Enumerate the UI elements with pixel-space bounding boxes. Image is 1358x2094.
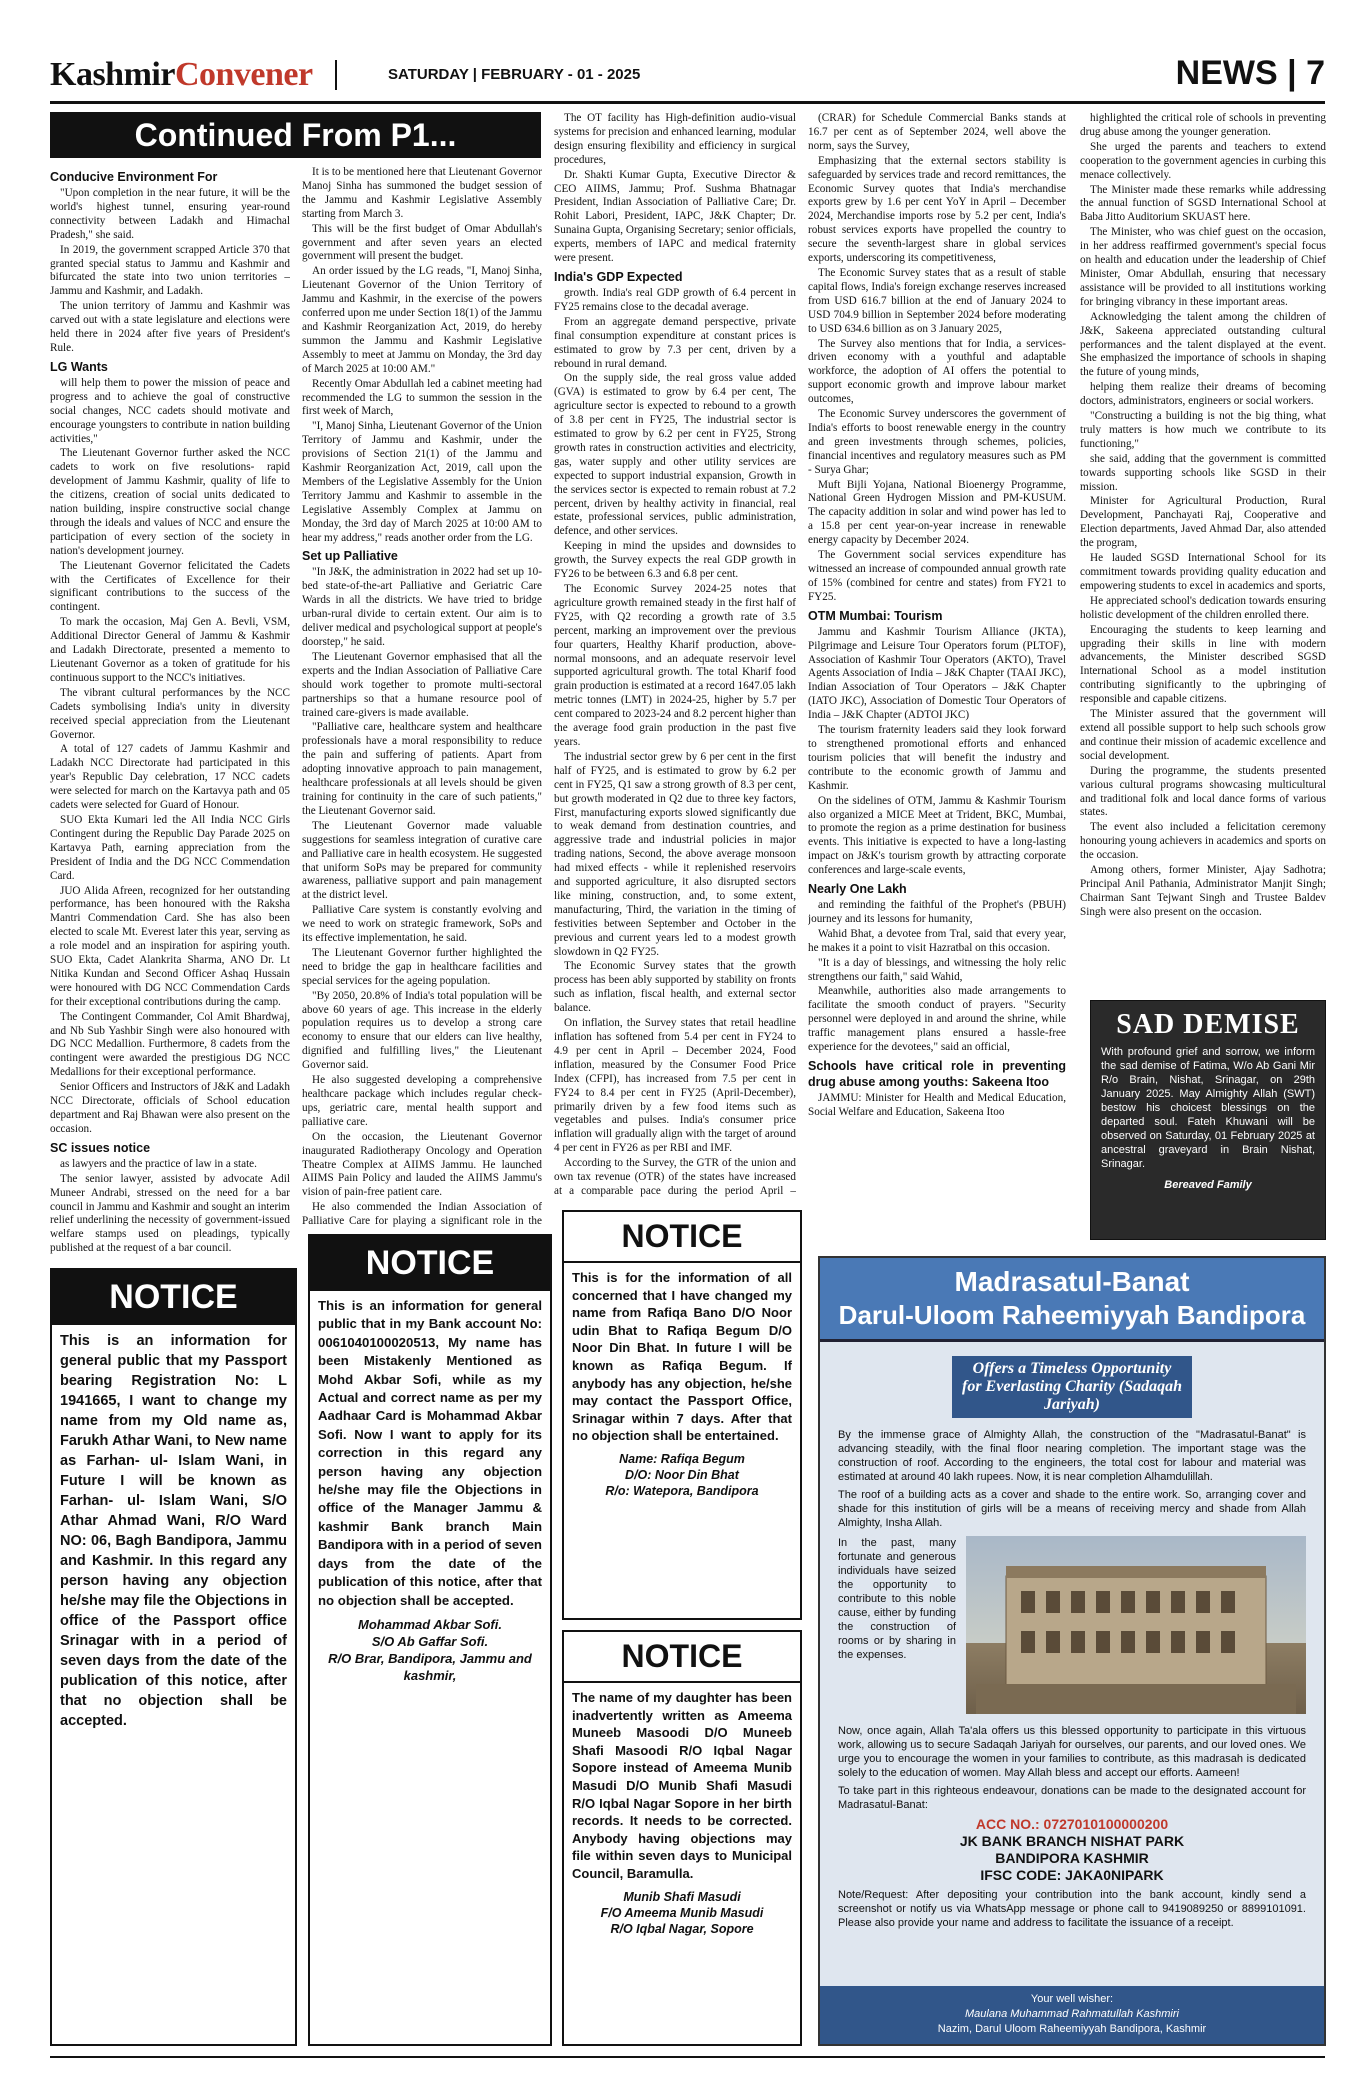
paragraph: The OT facility has High-definition audio-visual systems for precision and enhanced learning, modular design ensuring flexibility and efficiency in surgical procedures, (554, 112, 796, 166)
ad-photo-row (820, 1530, 1324, 1714)
paragraph: This will be the first budget of Omar Abdullah's government and after seven years an elected government will present the budget. (302, 222, 542, 263)
ad-paragraph: By the immense grace of Almighty Allah, the construction of the "Madrasatul-Banat" is advancing steadily, with the final floor nearing completion. The important stage was the construction of roof. According to the engineers, the total cost for labour and material was estimated at around 40 lakh rupees. Now, it is near completion Alhamdulillah. (838, 1429, 1306, 1483)
notice-signature-name: Munib Shafi Masudi (623, 1889, 741, 1904)
paragraph: On inflation, the Survey states that retail headline inflation has softened from 5.4 per cent in FY24 to 4.9 per cent in April – December 2024, Food inflation, measured by the Consumer Food Price Index (CFPI), has increased from 7.5 per cent in FY24 to 8.4 per cent in FY25 (April-December), primarily driven by a few food items such as vegetables and pulses. India's consumer price inflation will gradually align with the target of around 4 per cent in FY26 as per RBI and IMF. (554, 1017, 796, 1155)
paragraph: "It is a day of blessings, and witnessing the holy relic strengthens our faith," said Wahid, (808, 956, 1066, 983)
bank-branch: JK BANK BRANCH NISHAT PARK (959, 1833, 1185, 1849)
paragraph: The Economic Survey states that the growth process has been ably supported by stability on fronts such as inflation, fiscal health, and external sector balance. (554, 960, 796, 1015)
notice-signature-address: R/O Brar, Bandipora, Jammu and kashmir, (328, 1650, 532, 1683)
notice-body: This is an information for general public that my Passport bearing Registration No: L 1941665, I want to change my name from my Old name as, Farukh Athar Wani, to New name as Farhan- ul- Islam Wani, in Future I will be known as Farhan- ul- Islam Wani, S/O Athar Ahmad Wani, R/O Ward NO: 06, Bagh Bandipora, Jammu and Kashmir. In this regard any person having any objection he/she may file the Objections in office of the Passport office Srinagar with in a period of seven days from the date of the publication of this notice, after that no objection shall be accepted. (60, 1333, 287, 1729)
notice-title: NOTICE (564, 1632, 800, 1683)
ad-subtitle: Darul-Uloom Raheemiyyah Bandipora (820, 1298, 1324, 1342)
notice-signature-address: R/o: Watepora, Bandipora (605, 1483, 759, 1498)
notice-title: NOTICE (52, 1270, 295, 1325)
headline: Nearly One Lakh (808, 882, 907, 897)
paragraph: The senior lawyer, assisted by advocate Adil Muneer Andrabi, stressed on the need for a bar council in Jammu and Kashmir and sought an interim relief underlining the necessity of government-issued welfare stamps used on pleadings, typically published at the request of a bar council. (50, 1172, 290, 1255)
paragraph: "Constructing a building is not the big thing, what truly matters is how much we contribute to its functioning," (1080, 410, 1326, 450)
paragraph: Senior Officers and Instructors of J&K and Ladakh NCC Directorate, officials of School education department and Raj Bhawan were also present on the occasion. (50, 1081, 290, 1135)
paragraph: growth. India's real GDP growth of 6.4 percent in FY25 remains close to the decadal average. (554, 286, 796, 313)
paragraph: An order issued by the LG reads, "I, Manoj Sinha, Lieutenant Governor of the Union Territory of Jammu and Kashmir, in the exercise of the powers conferred upon me under Section 18(1) of the Jammu and Kashmir Reorganization Act, 2019, do hereby summon the Jammu and Kashmir Legislative Assembly to meet at Jammu on Monday, the 3rd day of March 2025 at 10:00 AM." (302, 265, 542, 375)
building-illustration (966, 1536, 1306, 1714)
paragraph: She urged the parents and teachers to extend cooperation to the government agencies in curbing this menace collectively. (1080, 140, 1326, 181)
bank-details (820, 1812, 1324, 1884)
column-1 (50, 166, 290, 1256)
headline: OTM Mumbai: Tourism (808, 608, 943, 623)
continued-banner: Continued From P1... (50, 112, 541, 158)
paragraph: Emphasizing that the external sectors stability is safeguarded by services trade and record remittances, the Economic Survey quotes that India's merchandise exports grew by 1.6 per cent YoY in April – December 2024, Merchandise imports rose by 5.2 per cent, India's robust services exports have propelled the country to secure the seventh-largest share in global services exports, underscoring its competitiveness, (808, 154, 1066, 265)
notice-signature-parent: F/O Ameema Munib Masudi (600, 1905, 764, 1920)
masthead (50, 50, 1325, 104)
sad-demise-announcement (1090, 1000, 1326, 1240)
paragraph: The Contingent Commander, Col Amit Bhardwaj, and Nb Sub Yashbir Singh were also honoured with DG NCC Medallion. Furthermore, 8 cadets from the contingent were awarded the prestigious DG NCC Medallions for their exceptional performance. (50, 1010, 290, 1079)
madrasa-building-photo (966, 1536, 1306, 1714)
notice-signature-address: R/O Iqbal Nagar, Sopore (610, 1921, 754, 1936)
paragraph: The industrial sector grew by 6 per cent in the first half of FY25, and is estimated to grow by 6.2 per cent in FY25, Q1 saw a strong growth of 8.3 per cent, but growth moderated in Q2 due to three key factors, First, manufacturing exports slowed significantly due to weak demand from destination countries, and aggressive trade and industrial policies in major trading nations, Second, the above average monsoon had mixed effects - while it replenished reservoirs and supported agriculture, it also disrupted sectors like mining, construction, and, to some extent, manufacturing, Third, the variation in the timing of festivities between September and October in the previous and current years led to a modest growth slowdown in Q2 FY25. (554, 750, 796, 958)
bottom-rule (50, 2056, 1325, 2058)
paragraph: The Economic Survey states that as a result of stable capital flows, India's foreign exchange reserves increased from USD 616.7 billion at the end of January 2024 to USD 704.9 billion in September 2024 before moderating to USD 634.6 billion as on 3 January 2025, (808, 266, 1066, 335)
paragraph: "Upon completion in the near future, it will be the world's highest tunnel, ensuring year-round connectivity between Ladakh and Himachal Pradesh," she said. (50, 187, 290, 241)
column-4 (808, 112, 1066, 1236)
paragraph: The Lieutenant Governor further asked the NCC cadets to work on five resolutions- rapid development of Jammu Kashmir, quality of life to the citizens, creation of social units dedicated to nation building, inspire constructive social change through the ideals and values of NCC and ensure the participation of every section of the society in nation's development journey. (50, 447, 290, 557)
brand-part1: Kashmir (50, 56, 175, 93)
paragraph: The tourism fraternity leaders said they look forward to strengthened promotional efforts and enhanced tourism policies that will benefit the industry and contribute to the economic growth of Jammu and Kashmir. (808, 724, 1066, 792)
paragraph: "In J&K, the administration in 2022 had set up 10-bed state-of-the-art Palliative and Geriatric Care Wards in all the districts. We have tried to bridge urban-rural divide to certain extent. Our aim is to deliver medical and psychological support at people's doorstep," he said. (302, 566, 542, 648)
notice-rafiqa-name-change (562, 1210, 802, 1620)
notice-birth-record-correction (562, 1630, 802, 2046)
headline: Set up Palliative (302, 549, 398, 564)
notice-bank-name-correction (308, 1234, 552, 2046)
paragraph: During the programme, the students presented various cultural programs showcasing multicultural and traditional folk and local dance forms of various states. (1080, 764, 1326, 819)
paragraph: she said, adding that the government is committed towards supporting schools like SGSD in their mission. (1080, 452, 1326, 493)
masthead-divider (335, 60, 337, 90)
paragraph: He also suggested developing a comprehensive healthcare package which includes regular check-ups, geriatric care, mental health support and palliative care. (302, 1074, 542, 1128)
notice-title: NOTICE (310, 1236, 550, 1291)
paragraph: The Economic Survey 2024-25 notes that agriculture growth remained steady in the first half of FY25, with Q2 recording a growth rate of 3.5 percent, marking an improvement over the previous four quarters, Healthy Kharif production, above-normal monsoons, and an adequate reservoir level supported agricultural growth. The total Kharif food grain production is estimated at a record 1647.05 lakh metric tonnes (LMT) in 2024-25, higher by 5.7 per cent compared to 2023-24 and 8.2 percent higher than the average food grain production in the past five years. (554, 583, 796, 748)
ad-tagline (952, 1356, 1192, 1418)
dateline: SATURDAY | FEBRUARY - 01 - 2025 (388, 66, 641, 83)
paragraph: He lauded SGSD International School for its commitment towards providing quality education and empowering students to excel in academics and sports, (1080, 552, 1326, 592)
paragraph: To mark the occasion, Maj Gen A. Bevli, VSM, Additional Director General of Jammu & Kashmir and Ladakh Directorate, presented a memento to Lieutenant Governor as a token of gratitude for his continuous support to the NCC's initiatives. (50, 616, 290, 684)
paragraph: The Lieutenant Governor felicitated the Cadets with the Certificates of Excellence for their significant contributions to the success of the contingent. (50, 559, 290, 614)
paragraph: The Survey also mentions that for India, a services-driven economy with a youthful and adaptable workforce, the adoption of AI offers the potential to support economic growth and improve labour market outcomes, (808, 337, 1066, 406)
well-wisher-label: Your well wisher: (1030, 1993, 1114, 2005)
ad-paragraph: The roof of a building acts as a cover and shade to the entire work. So, arranging cover and shade for this institution of girls will be a means of receiving mercy and shade from Allah Almighty, Insha Allah. (838, 1489, 1306, 1529)
paragraph: A total of 127 cadets of Jammu Kashmir and Ladakh NCC Directorate had participated in this year's Republic Day celebration, 17 NCC cadets were selected for march on the Kartavya path and 05 cadets were selected for Guard of Honour. (50, 743, 290, 812)
demise-title: SAD DEMISE (1116, 1009, 1300, 1040)
paragraph: He appreciated school's dedication towards ensuring holistic development of the children enrolled there. (1080, 594, 1326, 621)
paragraph: Wahid Bhat, a devotee from Tral, said that every year, he makes it a point to visit Hazratbal on this occasion. (808, 927, 1066, 954)
paragraph: The Lieutenant Governor made valuable suggestions for seamless integration of curative care and Palliative care in health ecosystem. He suggested that uniform SoPs may be prepared for community awareness, palliative support and pain management at the district level. (302, 819, 542, 902)
paragraph: Meanwhile, authorities also made arrangements to facilitate the smooth conduct of prayers. "Security personnel were deployed in and around the shrine, while traffic management plans ensured a hassle-free experience for the devotees," said an official, (808, 985, 1066, 1054)
paragraph: helping them realize their dreams of becoming doctors, administrators, engineers or social workers. (1080, 381, 1326, 408)
column-3 (554, 112, 796, 1198)
paragraph: Muft Bijli Yojana, National Bioenergy Programme, National Green Hydrogen Mission and PM-KUSUM. The capacity addition in solar and wind power has led to a 15.8 per cent year-on-year increase in renewable energy capacity by December 2024. (808, 478, 1066, 547)
paragraph: The Government social services expenditure has witnessed an increase of compounded annual growth rate of 15% (combined for centre and states) from FY21 to FY25. (808, 549, 1066, 603)
paragraph: The Economic Survey underscores the government of India's efforts to boost renewable energy in the country and green investments through schemes, policies, financial incentives and regulatory measures such as PM - Surya Ghar; (808, 408, 1066, 476)
column-5 (1080, 112, 1326, 992)
demise-body: With profound grief and sorrow, we inform the sad demise of Fatima, W/o Ab Gani Mir R/o Brain, Nishat, Srinagar, on 29th January 2025. May Almighty Allah (SWT) bestow his choicest blessings on the departed soul. Fateh Khuwani will be observed on Saturday, 01 February 2025 at ancestral graveyard in Brain Nishat, Srinagar. (1101, 1046, 1315, 1170)
paragraph: The Minister made these remarks while addressing the annual function of SGSD International School at Baba Jitto Auditorium SKUAST here. (1080, 183, 1326, 224)
headline: Schools have critical role in preventing drug abuse among youths: Sakeena Itoo (808, 1059, 1066, 1089)
ad-tagline-line1: Offers a Timeless Opportunity (972, 1360, 1172, 1377)
paragraph: SUO Ekta Kumari led the All India NCC Girls Contingent during the Republic Day Parade 2025 on Kartavya Path, earning appreciation from the President of India and the DG NCC Commendation Card. (50, 813, 290, 882)
paragraph: On the sidelines of OTM, Jammu & Kashmir Tourism also organized a MICE Meet at Trident, BKC, Mumbai, to promote the region as a prime destination for business events. This initiative is expected to have a long-lasting impact on J&K's tourism growth by attracting corporate conferences and large-scale events, (808, 794, 1066, 877)
notice-signature-parent: D/O: Noor Din Bhat (625, 1467, 739, 1482)
paragraph: Minister for Agricultural Production, Rural Development, Panchayati Raj, Cooperative and Election departments, Javed Ahmad Dar, also attended the program, (1080, 495, 1326, 550)
paragraph: The union territory of Jammu and Kashmir was carved out with a state legislature and elections were held there in 2024 after five years of President's Rule. (50, 300, 290, 354)
notice-title: NOTICE (564, 1212, 800, 1263)
paragraph: The Minister, who was chief guest on the occasion, in her address reaffirmed government's special focus on health and education under the leadership of Chief Minister, Omar Abdullah, ensuring that necessary assistance will be provided to all institutions working for bringing vibrancy in these important areas. (1080, 226, 1326, 308)
account-number: ACC NO.: 0727010100000200 (975, 1816, 1169, 1832)
paragraph: Keeping in mind the upsides and downsides to growth, the Survey expects the real GDP growth in FY26 to be between 6.3 and 6.8 per cent. (554, 540, 796, 581)
headline: SC issues notice (50, 1140, 151, 1155)
paragraph: Recently Omar Abdullah led a cabinet meeting had recommended the LG to summon the session in the first week of March, (302, 377, 542, 418)
ifsc-code: IFSC CODE: JAKA0NIPARK (980, 1867, 1164, 1883)
section-label: NEWS | 7 (1175, 54, 1325, 92)
ad-paragraph: Now, once again, Allah Ta'ala offers us this blessed opportunity to participate in this virtuous work, allowing us to secure Sadaqah Jariyah for ourselves, our parents, and our loved ones. We urge you to encourage the women in your families to contribute, as this madrasah is dedicated solely to the education of women. May Allah bless and accept our efforts. Aameen! (838, 1725, 1306, 1779)
ad-paragraph: In the past, many fortunate and generous individuals have seized the opportunity to contribute to this noble cause, either by funding the construction of rooms or by sharing in the expenses. (838, 1537, 956, 1661)
paragraph: From an aggregate demand perspective, private final consumption expenditure at constant prices is estimated to grow by 7.3 per cent, driven by a rebound in rural demand. (554, 315, 796, 370)
well-wisher-title: Nazim, Darul Uloom Raheemiyyah Bandipora, Kashmir (937, 2023, 1207, 2035)
paragraph: The Minister assured that the government will extend all possible support to help such schools grow and continue their mission of academic excellence and social development. (1080, 708, 1326, 762)
notice-body: The name of my daughter has been inadvertently written as Ameema Muneeb Masoodi D/O Muneeb Shafi Masoodi R/O Iqbal Nagar Sopore instead of Ameema Munib Masudi D/O Munib Shafi Masudi R/O Iqbal Nagar Sopore in her birth records. It needs to be corrected. Anybody having objections may file within seven days to Municipal Council, Baramulla. (572, 1690, 792, 1881)
paragraph: Dr. Shakti Kumar Gupta, Executive Director & CEO AIIMS, Jammu; Prof. Sushma Bhatnagar President, Indian Association of Palliative Care; Dr. Rohit Labori, President, IAPC, J&K Chapter; Dr. Sunaina Gupta, Organising Secretary; senior officials, experts, members of IAPC and medical fraternity were present. (554, 168, 796, 265)
paragraph: On the supply side, the real gross value added (GVA) is estimated to grow by 6.4 per cent, The agriculture sector is expected to rebound to a growth of 3.8 per cent in FY25, The industrial sector is estimated to grow by 6.2 per cent in FY25, Strong growth rates in construction activities and electricity, gas, water supply and other utility services are expected to support industrial expansion, Growth in the services sector is expected to remain robust at 7.2 percent, driven by healthy activity in financial, real estate, professional services, public administration, defence, and other services. (554, 372, 796, 538)
column-2 (302, 166, 542, 1228)
paragraph: "Palliative care, healthcare system and healthcare professionals have a moral responsibility to reduce the pain and suffering of patients. Apart from adopting innovative approach to pain management, healthcare professionals at all levels should be given training for continuity in the care of such patients," the Lieutenant Governor said. (302, 721, 542, 817)
paragraph: "I, Manoj Sinha, Lieutenant Governor of the Union Territory of Jammu and Kashmir, under the provisions of Section 21(1) of the Jammu and Kashmir Reorganization Act, 2019, call upon the Members of the Legislative Assembly for the Union Territory Jammu and Kashmir to assemble in the Legislative Assembly Complex at Jammu on Monday, the 3rd day of March 2025 at 10:00 AM to hear my address," reads another order from the LG. (302, 420, 542, 544)
notice-body: This is an information for general public that in my Bank account No: 0061040100020513, My name has been Mistakenly Mentioned as Mohd Akbar Sofi, while as my Actual and correct name as per my Aadhaar Card is Mohammad Akbar Sofi. Now I want to apply for its correction in this regard any person having any objection he/she may file the Objections in office of the Manager Jammu & kashmir Bank branch Main Bandipora with in a period of seven days from the date of the publication of this notice, after that no objection shall be accepted. (318, 1298, 542, 1608)
notice-signature-name: Name: Rafiqa Begum (619, 1451, 745, 1466)
paragraph: On the occasion, the Lieutenant Governor inaugurated Radiotherapy Oncology and Operation Theatre Complex at AIIMS Jammu. He launched AIIMS Pain Policy and lauded the AIIMS Jammu's vision of pain-free patient care. (302, 1130, 542, 1199)
madrasa-charity-ad (818, 1256, 1326, 2046)
paragraph: Acknowledging the talent among the children of J&K, Sakeena appreciated outstanding cultural performances and the talent displayed at the event. She emphasized the importance of schools in shaping the future of young minds, (1080, 310, 1326, 379)
notice-signature-name: Mohammad Akbar Sofi. (358, 1616, 502, 1632)
ad-tagline-line2: for Everlasting Charity (Sadaqah Jariyah) (961, 1378, 1183, 1413)
paragraph: "By 2050, 20.8% of India's total population will be above 60 years of age. This increase in the elderly population requires us to develop a strong care economy to ensure that our elders can live healthy, dignified and fulfilling lives," the Lieutenant Governor said. (302, 989, 542, 1072)
paragraph: The Lieutenant Governor further highlighted the need to bridge the gap in healthcare facilities and special services for the ageing population. (302, 946, 542, 987)
paragraph: will help them to power the mission of peace and progress and to achieve the goal of constructive social changes, NCC cadets should motivate and encourage youngsters to contribute in nation building activities," (50, 376, 290, 445)
demise-footer: Bereaved Family (1164, 1179, 1252, 1191)
paragraph: Among others, former Minister, Ajay Sadhotra; Principal Anil Pathania, Administrator Manjit Singh; Chairman Sant Tejwant Singh and Trustee Baldev Singh were also present on the occasion. (1080, 864, 1326, 918)
paragraph: JAMMU: Minister for Health and Medical Education, Social Welfare and Education, Sakeena Itoo (808, 1092, 1066, 1118)
headline: LG Wants (50, 359, 108, 374)
paragraph: highlighted the critical role of schools in preventing drug abuse among the younger generation. (1080, 112, 1326, 138)
paragraph: It is to be mentioned here that Lieutenant Governor Manoj Sinha has summoned the budget session of the Jammu and Kashmir Legislative Assembly starting from March 3. (302, 166, 542, 220)
paragraph: as lawyers and the practice of law in a state. (60, 1157, 257, 1170)
newspaper-logo (50, 56, 313, 94)
paragraph: Palliative Care system is constantly evolving and we need to work on strategic framework, SoPs and its effective implementation, he said. (302, 904, 542, 945)
ad-footer (820, 1986, 1324, 2044)
paragraph: (CRAR) for Schedule Commercial Banks stands at 16.7 per cent as of September 2024, well above the norm, says the Survey, (808, 112, 1066, 152)
paragraph: In 2019, the government scrapped Article 370 that granted special status to Jammu and Kashmir and bifurcated the state into two union territories – Jammu and Kashmir, and Ladakh. (50, 243, 290, 298)
paragraph: He also commended the Indian Association of Palliative Care for playing a significant role in the (302, 1201, 542, 1228)
ad-paragraph: To take part in this righteous endeavour, donations can be made to the designated account for Madrasatul-Banat: (838, 1785, 1306, 1811)
brand-part2: Convener (174, 56, 313, 93)
well-wisher-name: Maulana Muhammad Rahmatullah Kashmiri (965, 2008, 1179, 2020)
notice-signature-parent: S/O Ab Gaffar Sofi. (371, 1633, 489, 1649)
paragraph: According to the Survey, the GTR of the union and own tax revenue (OTR) of the states have increased at a comparable pace during the period April – (554, 1157, 796, 1197)
paragraph: JUO Alida Afreen, recognized for her outstanding performance, has been honoured with the Raksha Mantri Commendation Card. She has also been elected to scale Mt. Everest later this year, serving as a role model and an inspiration for aspiring youth. SUO Ekta, Cadet Alankrita Sharma, ANO Dr. Lt Nitika Kundan and Second Officer Ashaq Hussain were honoured with DG NCC Commendation Cards for their exceptional contributions during the camp. (50, 884, 290, 1008)
headline: India's GDP Expected (554, 269, 683, 284)
paragraph: The event also included a felicitation ceremony honouring young achievers in academics and sports on the occasion. (1080, 821, 1326, 862)
notice-passport-name-change (50, 1268, 297, 2046)
paragraph: Encouraging the students to keep learning and upgrading their skills in line with modern advancements, the Minister described SGSD International School as a model institution contributing significantly to the upbringing of responsible and capable citizens. (1080, 623, 1326, 706)
paragraph: The vibrant cultural performances by the NCC Cadets symbolising India's unity in diversity received special appreciation from the Lieutenant Governor. (50, 686, 290, 741)
ad-title: Madrasatul-Banat (820, 1258, 1324, 1298)
paragraph: Jammu and Kashmir Tourism Alliance (JKTA), Pilgrimage and Leisure Tour Operators forum (PLTOF), Association of Kashmir Tour Operators (AKTO), Travel Agents Association of India – J&K Chapter (TAAI JKC), Indian Association of Tour Operators – J&K Chapter (IATO JKC), Association of Domestic Tour Operators of India – J&K Chapter (ADTOI JKC) (808, 625, 1066, 722)
notice-body: This is for the information of all concerned that I have changed my name from Rafiqa Bano D/O Noor udin Bhat to Rafiqa Begum D/O Noor Din Bhat. In future I will be known as Rafiqa Begum. If anybody has any objection, he/she may contact the Passport Office, Srinagar within 7 days. After that no objection shall be entertained. (572, 1270, 792, 1444)
bank-location: BANDIPORA KASHMIR (995, 1850, 1149, 1866)
headline: Conducive Environment For (50, 170, 218, 184)
paragraph: and reminding the faithful of the Prophet's (PBUH) journey and its lessons for humanity, (808, 899, 1066, 925)
paragraph: The Lieutenant Governor emphasised that all the experts and the Indian Association of Palliative Care should work together to promote multi-sectoral partnerships so that a humane resource pool of trained care-givers is made available. (302, 650, 542, 719)
ad-note: Note/Request: After depositing your contribution into the bank account, kindly send a screenshot or notify us via WhatsApp message or phone call to 9419089250 or 8899101091. Please also provide your name and address to facilitate the issuance of a receipt. (838, 1889, 1306, 1929)
